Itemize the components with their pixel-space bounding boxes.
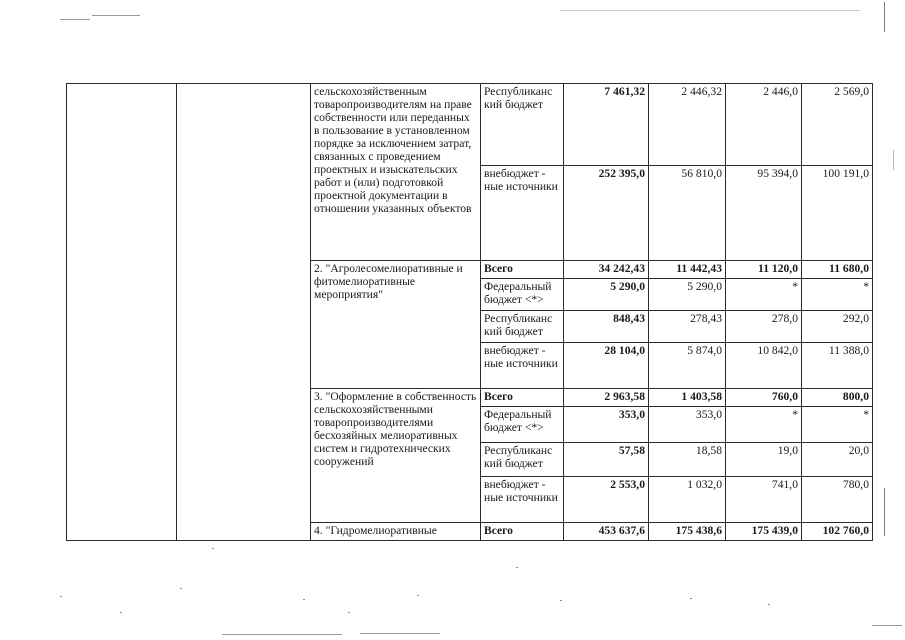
scan-edge-right-top [884,2,885,32]
blank-col-1 [67,84,177,541]
source-cell: внебюджет - ные источники [481,166,564,261]
table-row [67,84,873,166]
scan-dot [60,596,62,597]
scan-mark-bottom [222,634,342,635]
value-cell: 5 290,0 [649,279,726,311]
value-cell: 278,0 [726,311,802,343]
value-cell: 741,0 [726,477,802,523]
section-name-cell [311,523,481,541]
scan-dot [417,595,419,596]
scan-mark-top-right [560,10,860,11]
scan-dot [348,612,350,613]
scan-dot [303,599,305,600]
total-cell: 353,0 [564,407,649,443]
scan-edge-right-mid [893,150,894,170]
value-cell: 1 032,0 [649,477,726,523]
value-cell: 11 442,43 [649,261,726,279]
value-cell: 800,0 [802,389,873,407]
scan-mark-bottom-2 [360,633,440,634]
value-cell: 5 874,0 [649,343,726,389]
table-body [67,84,873,541]
scan-dot [516,567,518,568]
scan-dot [560,600,562,601]
value-cell: 102 760,0 [802,523,873,541]
value-cell: 278,43 [649,311,726,343]
value-cell: * [726,407,802,443]
value-cell: 100 191,0 [802,166,873,261]
source-cell: Республиканс кий бюджет [481,84,564,166]
value-cell: 95 394,0 [726,166,802,261]
section-name-cell [311,261,481,389]
total-cell: 28 104,0 [564,343,649,389]
section-name: 3. "Оформление в собственность сельскохозяйственными товаропроизводителями бесхозяйных мелиоративных систем и гидротехнических сооружений [314,390,477,468]
value-cell: 20,0 [802,443,873,477]
value-cell: 56 810,0 [649,166,726,261]
source-cell: Федеральный бюджет <*> [481,279,564,311]
blank-col-2 [177,84,311,541]
source-cell: внебюджет - ные источники [481,343,564,389]
value-cell: 760,0 [726,389,802,407]
value-cell: * [726,279,802,311]
value-cell: 175 438,6 [649,523,726,541]
value-cell: 19,0 [726,443,802,477]
total-cell: 2 553,0 [564,477,649,523]
total-cell: 5 290,0 [564,279,649,311]
source-cell: Республиканс кий бюджет [481,443,564,477]
section-name: сельскохозяйственным товаропроизводителям на праве собственности или переданных в пользование в установленном порядке за исключением затрат, связанных с проведением проектных и изыскательских работ и (или) подготовкой проектной документации в отношении указанных объектов [314,85,472,215]
value-cell: 175 439,0 [726,523,802,541]
scan-dot [690,598,692,599]
value-cell: 11 680,0 [802,261,873,279]
total-cell: 7 461,32 [564,84,649,166]
value-cell: 1 403,58 [649,389,726,407]
value-cell: 18,58 [649,443,726,477]
scan-dot [180,588,182,589]
section-name-cell [311,84,481,261]
value-cell: 2 446,0 [726,84,802,166]
total-cell: 34 242,43 [564,261,649,279]
source-cell: Республиканс кий бюджет [481,311,564,343]
value-cell: 353,0 [649,407,726,443]
value-cell: 292,0 [802,311,873,343]
section-name-cell [311,389,481,523]
total-cell: 2 963,58 [564,389,649,407]
section-name: 2. "Агролесомелиоративные и фитомелиоративные мероприятия" [314,262,463,301]
value-cell: 10 842,0 [726,343,802,389]
scan-dot [212,548,214,549]
total-cell: 453 637,6 [564,523,649,541]
scan-mark-top-left [92,15,140,16]
source-cell: Всего [481,389,564,407]
value-cell: 2 569,0 [802,84,873,166]
value-cell: 11 120,0 [726,261,802,279]
total-cell: 252 395,0 [564,166,649,261]
scan-dot [120,612,122,613]
source-cell: Федеральный бюджет <*> [481,407,564,443]
total-cell: 57,58 [564,443,649,477]
value-cell: 11 388,0 [802,343,873,389]
scan-mark-bottom-right [872,625,902,626]
source-cell: Всего [481,261,564,279]
value-cell: * [802,407,873,443]
source-cell: внебюджет - ные источники [481,477,564,523]
scan-dot [768,604,770,605]
value-cell: 2 446,32 [649,84,726,166]
scan-mark-top-left-2 [60,19,90,20]
scan-edge-right-bottom [884,488,885,536]
value-cell: * [802,279,873,311]
section-name: 4. "Гидромелиоративные [314,524,437,537]
total-cell: 848,43 [564,311,649,343]
value-cell: 780,0 [802,477,873,523]
source-cell: Всего [481,523,564,541]
budget-table [66,83,873,541]
